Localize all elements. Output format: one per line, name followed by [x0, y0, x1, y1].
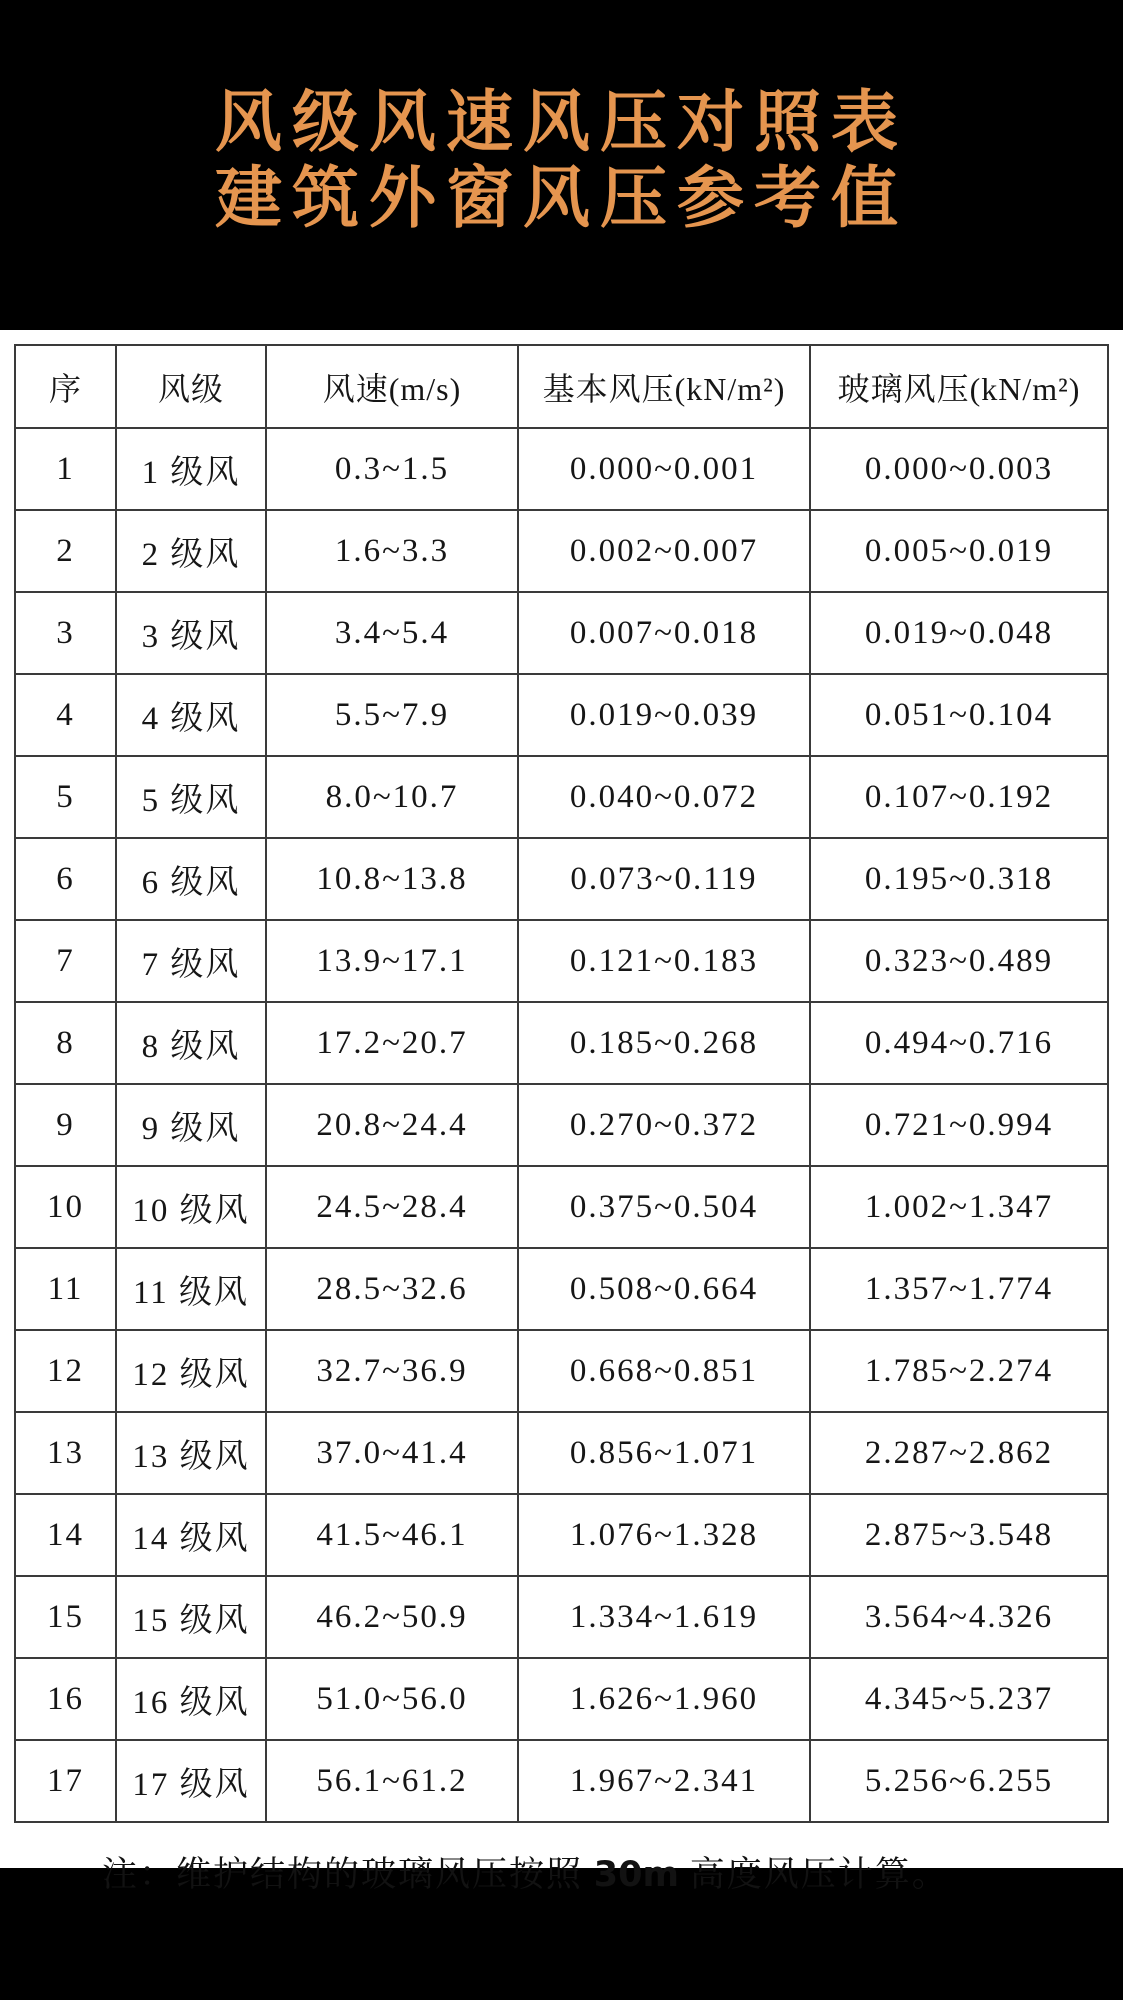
table-row: [15, 1330, 1108, 1412]
cell-level: 13 级风: [116, 1412, 266, 1494]
cell-basic-pressure: 0.073~0.119: [518, 838, 810, 920]
table-row: [15, 674, 1108, 756]
table-panel: [0, 330, 1123, 1895]
cell-speed: 37.0~41.4: [266, 1412, 518, 1494]
cell-glass-pressure: 0.721~0.994: [810, 1084, 1108, 1166]
cell-level: 15 级风: [116, 1576, 266, 1658]
cell-level: 7 级风: [116, 920, 266, 1002]
table-row: [15, 1576, 1108, 1658]
col-header-basic-pressure: 基本风压(kN/m²): [518, 345, 810, 428]
table-row: [15, 592, 1108, 674]
table-row: [15, 1412, 1108, 1494]
cell-basic-pressure: 0.040~0.072: [518, 756, 810, 838]
cell-index: 8: [15, 1002, 116, 1084]
cell-speed: 32.7~36.9: [266, 1330, 518, 1412]
cell-index: 15: [15, 1576, 116, 1658]
cell-speed: 46.2~50.9: [266, 1576, 518, 1658]
table-row: [15, 1658, 1108, 1740]
cell-glass-pressure: 2.875~3.548: [810, 1494, 1108, 1576]
table-row: [15, 920, 1108, 1002]
cell-basic-pressure: 0.270~0.372: [518, 1084, 810, 1166]
col-header-glass-pressure: 玻璃风压(kN/m²): [810, 345, 1108, 428]
cell-speed: 51.0~56.0: [266, 1658, 518, 1740]
cell-speed: 5.5~7.9: [266, 674, 518, 756]
cell-index: 13: [15, 1412, 116, 1494]
cell-speed: 1.6~3.3: [266, 510, 518, 592]
cell-index: 14: [15, 1494, 116, 1576]
cell-glass-pressure: 4.345~5.237: [810, 1658, 1108, 1740]
cell-index: 4: [15, 674, 116, 756]
cell-speed: 28.5~32.6: [266, 1248, 518, 1330]
col-header-level: 风级: [116, 345, 266, 428]
cell-index: 3: [15, 592, 116, 674]
footnote-text-suffix: 高度风压计算。: [678, 1855, 949, 1894]
cell-basic-pressure: 1.076~1.328: [518, 1494, 810, 1576]
header-row: [15, 345, 1108, 428]
cell-basic-pressure: 0.121~0.183: [518, 920, 810, 1002]
cell-index: 12: [15, 1330, 116, 1412]
cell-level: 5 级风: [116, 756, 266, 838]
cell-glass-pressure: 3.564~4.326: [810, 1576, 1108, 1658]
cell-level: 8 级风: [116, 1002, 266, 1084]
cell-level: 10 级风: [116, 1166, 266, 1248]
title-line-1: 风级风速风压对照表: [215, 83, 908, 161]
cell-speed: 8.0~10.7: [266, 756, 518, 838]
footnote: [102, 1847, 1123, 1897]
cell-glass-pressure: 2.287~2.862: [810, 1412, 1108, 1494]
cell-basic-pressure: 1.334~1.619: [518, 1576, 810, 1658]
cell-level: 9 级风: [116, 1084, 266, 1166]
cell-level: 3 级风: [116, 592, 266, 674]
cell-glass-pressure: 5.256~6.255: [810, 1740, 1108, 1822]
cell-glass-pressure: 0.051~0.104: [810, 674, 1108, 756]
cell-speed: 3.4~5.4: [266, 592, 518, 674]
cell-basic-pressure: 0.668~0.851: [518, 1330, 810, 1412]
table-row: [15, 1084, 1108, 1166]
title-line-2: 建筑外窗风压参考值: [215, 159, 908, 238]
cell-index: 17: [15, 1740, 116, 1822]
col-header-index: 序: [15, 345, 116, 428]
wind-pressure-table: [14, 344, 1109, 1823]
table-row: [15, 1740, 1108, 1822]
cell-glass-pressure: 1.357~1.774: [810, 1248, 1108, 1330]
cell-glass-pressure: 1.785~2.274: [810, 1330, 1108, 1412]
cell-basic-pressure: 0.002~0.007: [518, 510, 810, 592]
cell-glass-pressure: 1.002~1.347: [810, 1166, 1108, 1248]
cell-basic-pressure: 0.007~0.018: [518, 592, 810, 674]
cell-index: 9: [15, 1084, 116, 1166]
cell-index: 6: [15, 838, 116, 920]
table-row: [15, 1248, 1108, 1330]
cell-speed: 41.5~46.1: [266, 1494, 518, 1576]
cell-level: 1 级风: [116, 428, 266, 510]
cell-speed: 24.5~28.4: [266, 1166, 518, 1248]
table-row: [15, 1494, 1108, 1576]
cell-glass-pressure: 0.107~0.192: [810, 756, 1108, 838]
cell-basic-pressure: 0.508~0.664: [518, 1248, 810, 1330]
table-row: [15, 838, 1108, 920]
cell-speed: 13.9~17.1: [266, 920, 518, 1002]
footnote-text-prefix: 注：维护结构的玻璃风压按照: [102, 1855, 594, 1894]
col-header-speed: 风速(m/s): [266, 345, 518, 428]
cell-level: 2 级风: [116, 510, 266, 592]
table-row: [15, 756, 1108, 838]
cell-index: 5: [15, 756, 116, 838]
cell-glass-pressure: 0.005~0.019: [810, 510, 1108, 592]
cell-index: 2: [15, 510, 116, 592]
cell-basic-pressure: 0.000~0.001: [518, 428, 810, 510]
cell-glass-pressure: 0.323~0.489: [810, 920, 1108, 1002]
cell-index: 1: [15, 428, 116, 510]
cell-level: 6 级风: [116, 838, 266, 920]
cell-index: 16: [15, 1658, 116, 1740]
cell-level: 16 级风: [116, 1658, 266, 1740]
cell-speed: 56.1~61.2: [266, 1740, 518, 1822]
poster-title: [0, 0, 1123, 237]
cell-index: 10: [15, 1166, 116, 1248]
cell-speed: 10.8~13.8: [266, 838, 518, 920]
cell-basic-pressure: 1.967~2.341: [518, 1740, 810, 1822]
footnote-highlight: 30m: [593, 1855, 679, 1895]
cell-basic-pressure: 1.626~1.960: [518, 1658, 810, 1740]
table-row: [15, 1002, 1108, 1084]
cell-speed: 0.3~1.5: [266, 428, 518, 510]
cell-basic-pressure: 0.185~0.268: [518, 1002, 810, 1084]
cell-glass-pressure: 0.019~0.048: [810, 592, 1108, 674]
cell-glass-pressure: 0.494~0.716: [810, 1002, 1108, 1084]
cell-level: 14 级风: [116, 1494, 266, 1576]
cell-level: 17 级风: [116, 1740, 266, 1822]
cell-level: 12 级风: [116, 1330, 266, 1412]
cell-speed: 17.2~20.7: [266, 1002, 518, 1084]
cell-level: 11 级风: [116, 1248, 266, 1330]
table-row: [15, 428, 1108, 510]
cell-speed: 20.8~24.4: [266, 1084, 518, 1166]
cell-index: 7: [15, 920, 116, 1002]
cell-basic-pressure: 0.375~0.504: [518, 1166, 810, 1248]
cell-glass-pressure: 0.000~0.003: [810, 428, 1108, 510]
cell-index: 11: [15, 1248, 116, 1330]
table-row: [15, 510, 1108, 592]
cell-level: 4 级风: [116, 674, 266, 756]
cell-basic-pressure: 0.856~1.071: [518, 1412, 810, 1494]
cell-basic-pressure: 0.019~0.039: [518, 674, 810, 756]
cell-glass-pressure: 0.195~0.318: [810, 838, 1108, 920]
table-row: [15, 1166, 1108, 1248]
